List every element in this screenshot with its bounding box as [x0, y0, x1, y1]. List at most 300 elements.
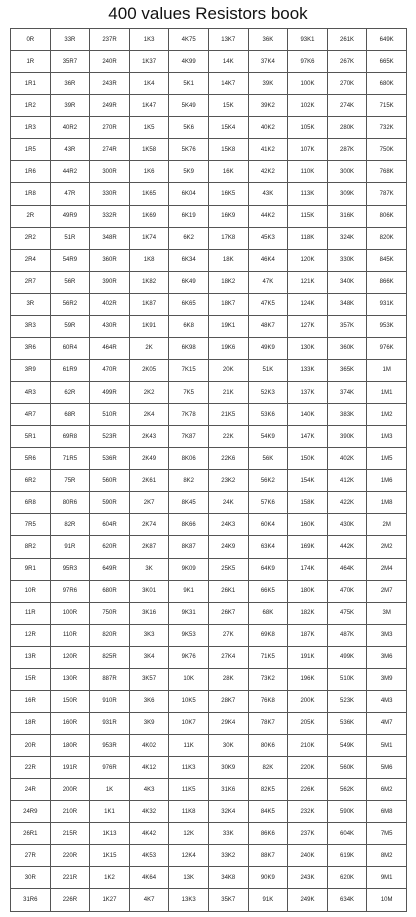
resistor-value-cell: 220R [50, 845, 90, 867]
resistor-value-cell: 24R [11, 779, 51, 801]
table-row [11, 668, 407, 690]
resistor-value-cell: 15K8 [208, 139, 248, 161]
resistor-value-cell: 3K9 [129, 712, 169, 734]
resistor-value-cell: 0R [11, 29, 51, 51]
resistor-value-cell: 137K [288, 382, 328, 404]
table-row [11, 117, 407, 139]
resistor-value-cell: 3K [129, 558, 169, 580]
resistor-value-cell: 3K16 [129, 602, 169, 624]
resistor-value-cell: 6M2 [367, 779, 407, 801]
resistor-value-cell: 13K3 [169, 889, 209, 912]
resistor-value-cell: 649R [90, 558, 130, 580]
resistor-value-cell: 7K87 [169, 426, 209, 448]
resistor-value-cell: 560K [327, 757, 367, 779]
resistor-value-cell: 6K65 [169, 293, 209, 315]
resistor-value-cell: 105K [288, 117, 328, 139]
resistor-value-cell: 7K5 [169, 382, 209, 404]
resistor-value-cell: 15R [11, 668, 51, 690]
resistor-value-cell: 1R5 [11, 139, 51, 161]
resistor-value-cell: 5M1 [367, 735, 407, 757]
resistor-value-cell: 562K [327, 779, 367, 801]
resistor-value-cell: 140K [288, 404, 328, 426]
resistor-value-cell: 27R [11, 845, 51, 867]
resistor-value-cell: 348K [327, 293, 367, 315]
resistor-value-cell: 464K [327, 558, 367, 580]
resistor-value-cell: 12K4 [169, 845, 209, 867]
resistor-value-cell: 4K53 [129, 845, 169, 867]
resistor-value-cell: 8K66 [169, 514, 209, 536]
table-row [11, 889, 407, 912]
resistor-value-cell: 976R [90, 757, 130, 779]
resistor-value-cell: 10K7 [169, 712, 209, 734]
resistor-value-cell: 54K9 [248, 426, 288, 448]
resistor-value-cell: 82K [248, 757, 288, 779]
table-row [11, 712, 407, 734]
resistor-value-cell: 1K82 [129, 271, 169, 293]
resistor-value-cell: 44K2 [248, 205, 288, 227]
resistor-value-cell: 39K2 [248, 95, 288, 117]
resistor-value-cell: 64K9 [248, 558, 288, 580]
table-row [11, 404, 407, 426]
resistor-value-cell: 4K64 [129, 867, 169, 889]
resistor-value-cell: 18K2 [208, 271, 248, 293]
resistor-value-cell: 1K15 [90, 845, 130, 867]
resistor-value-cell: 4K7 [129, 889, 169, 912]
table-row [11, 823, 407, 845]
resistor-value-cell: 1R6 [11, 161, 51, 183]
resistor-value-cell: 100K [288, 73, 328, 95]
resistor-value-cell: 30R [11, 867, 51, 889]
resistor-value-cell: 56R [50, 271, 90, 293]
resistor-value-cell: 2K74 [129, 514, 169, 536]
resistor-value-cell: 240K [288, 845, 328, 867]
resistor-value-cell: 8K06 [169, 448, 209, 470]
resistor-value-cell: 806K [367, 205, 407, 227]
table-row [11, 95, 407, 117]
resistor-value-cell: 61R9 [50, 359, 90, 381]
resistor-value-cell: 590R [90, 492, 130, 514]
table-row [11, 646, 407, 668]
resistor-value-cell: 26K1 [208, 580, 248, 602]
resistor-value-cell: 1M2 [367, 404, 407, 426]
resistor-value-cell: 71R5 [50, 448, 90, 470]
resistor-value-cell: 442K [327, 536, 367, 558]
resistor-value-cell: 205K [288, 712, 328, 734]
resistor-value-cell: 931K [367, 293, 407, 315]
resistor-value-cell: 4K32 [129, 801, 169, 823]
resistor-value-cell: 249K [288, 889, 328, 912]
resistor-value-cell: 3R3 [11, 315, 51, 337]
resistor-value-cell: 43R [50, 139, 90, 161]
resistor-value-cell: 3K57 [129, 668, 169, 690]
resistor-value-cell: 270R [90, 117, 130, 139]
resistor-value-cell: 200R [50, 779, 90, 801]
resistor-value-cell: 22K [208, 426, 248, 448]
resistor-value-cell: 4K75 [169, 29, 209, 51]
resistor-value-cell: 232K [288, 801, 328, 823]
resistor-value-cell: 16K5 [208, 183, 248, 205]
resistor-value-cell: 76K8 [248, 690, 288, 712]
resistor-value-cell: 210K [288, 735, 328, 757]
resistor-value-cell: 9K1 [169, 580, 209, 602]
resistor-value-cell: 174K [288, 558, 328, 580]
resistor-value-cell: 523K [327, 690, 367, 712]
resistor-value-cell: 4K12 [129, 757, 169, 779]
resistor-value-cell: 28K [208, 668, 248, 690]
resistor-value-cell: 113K [288, 183, 328, 205]
resistor-value-cell: 8K2 [169, 470, 209, 492]
resistor-value-cell: 69K8 [248, 624, 288, 646]
resistor-value-cell: 13K [169, 867, 209, 889]
resistor-value-cell: 510K [327, 668, 367, 690]
resistor-value-cell: 31K6 [208, 779, 248, 801]
table-row [11, 382, 407, 404]
table-row [11, 359, 407, 381]
resistor-value-table [10, 28, 407, 912]
resistor-value-cell: 820R [90, 624, 130, 646]
table-row [11, 29, 407, 51]
resistor-value-cell: 59R [50, 315, 90, 337]
resistor-value-cell: 63K4 [248, 536, 288, 558]
resistor-value-cell: 6K19 [169, 205, 209, 227]
resistor-value-cell: 15K4 [208, 117, 248, 139]
resistor-value-cell: 3R6 [11, 337, 51, 359]
resistor-value-cell: 470R [90, 359, 130, 381]
resistor-value-cell: 280K [327, 117, 367, 139]
resistor-value-cell: 1M6 [367, 470, 407, 492]
resistor-value-cell: 2K2 [129, 382, 169, 404]
resistor-value-cell: 26K7 [208, 602, 248, 624]
resistor-value-cell: 16K [208, 161, 248, 183]
resistor-value-cell: 130R [50, 668, 90, 690]
resistor-value-cell: 499K [327, 646, 367, 668]
resistor-value-cell: 88K7 [248, 845, 288, 867]
resistor-value-cell: 21K5 [208, 404, 248, 426]
resistor-value-cell: 11R [11, 602, 51, 624]
resistor-value-cell: 11K5 [169, 779, 209, 801]
resistor-value-cell: 226K [288, 779, 328, 801]
book-title: 400 values Resistors book [108, 4, 308, 23]
resistor-value-cell: 91K [248, 889, 288, 912]
resistor-value-cell: 73K2 [248, 668, 288, 690]
resistor-value-cell: 1K58 [129, 139, 169, 161]
resistor-value-cell: 536R [90, 448, 130, 470]
resistor-value-cell: 47R [50, 183, 90, 205]
resistor-value-cell: 191K [288, 646, 328, 668]
resistor-value-cell: 768K [367, 161, 407, 183]
resistor-value-cell: 11K [169, 735, 209, 757]
resistor-value-cell: 97K6 [288, 51, 328, 73]
resistor-value-cell: 6K04 [169, 183, 209, 205]
resistor-value-cell: 42K2 [248, 161, 288, 183]
table-row [11, 624, 407, 646]
resistor-value-cell: 121K [288, 271, 328, 293]
resistor-value-cell: 23K2 [208, 470, 248, 492]
table-row [11, 271, 407, 293]
resistor-value-cell: 75R [50, 470, 90, 492]
table-row [11, 801, 407, 823]
resistor-value-cell: 2K43 [129, 426, 169, 448]
resistor-value-cell: 3M9 [367, 668, 407, 690]
resistor-value-cell: 931R [90, 712, 130, 734]
table-row [11, 315, 407, 337]
resistor-value-cell: 1K47 [129, 95, 169, 117]
resistor-value-cell: 866K [367, 271, 407, 293]
resistor-value-cell: 69R8 [50, 426, 90, 448]
resistor-value-cell: 6R2 [11, 470, 51, 492]
resistor-value-cell: 102K [288, 95, 328, 117]
resistor-value-cell: 36K [248, 29, 288, 51]
resistor-value-cell: 51K [248, 359, 288, 381]
resistor-value-cell: 24K9 [208, 536, 248, 558]
resistor-value-cell: 215R [50, 823, 90, 845]
resistor-value-cell: 510R [90, 404, 130, 426]
resistor-value-cell: 7K78 [169, 404, 209, 426]
resistor-value-cell: 300K [327, 161, 367, 183]
resistor-value-cell: 56R2 [50, 293, 90, 315]
resistor-value-cell: 16K9 [208, 205, 248, 227]
resistor-value-cell: 1K87 [129, 293, 169, 315]
resistor-value-cell: 887R [90, 668, 130, 690]
resistor-value-cell: 18K7 [208, 293, 248, 315]
resistor-value-cell: 40R2 [50, 117, 90, 139]
resistor-value-cell: 9M1 [367, 867, 407, 889]
resistor-value-cell: 330R [90, 183, 130, 205]
resistor-value-cell: 18R [11, 712, 51, 734]
resistor-value-cell: 300R [90, 161, 130, 183]
resistor-value-cell: 107K [288, 139, 328, 161]
resistor-value-cell: 1K74 [129, 227, 169, 249]
resistor-value-cell: 1K27 [90, 889, 130, 912]
resistor-value-cell: 2R7 [11, 271, 51, 293]
resistor-value-cell: 68K [248, 602, 288, 624]
table-row [11, 845, 407, 867]
resistor-value-cell: 243K [288, 867, 328, 889]
resistor-value-cell: 523R [90, 426, 130, 448]
resistor-value-cell: 9K09 [169, 558, 209, 580]
resistor-value-cell: 71K5 [248, 646, 288, 668]
resistor-value-cell: 1K37 [129, 51, 169, 73]
resistor-value-cell: 976K [367, 337, 407, 359]
resistor-value-cell: 62R [50, 382, 90, 404]
resistor-value-cell: 39R [50, 95, 90, 117]
table-row [11, 227, 407, 249]
resistor-value-cell: 4M7 [367, 712, 407, 734]
resistor-value-cell: 1R8 [11, 183, 51, 205]
resistor-value-cell: 60R4 [50, 337, 90, 359]
resistor-value-cell: 97R6 [50, 580, 90, 602]
resistor-value-cell: 56K2 [248, 470, 288, 492]
resistor-value-cell: 54R9 [50, 249, 90, 271]
resistor-value-cell: 60K4 [248, 514, 288, 536]
resistor-value-cell: 22R [11, 757, 51, 779]
table-row [11, 690, 407, 712]
resistor-value-cell: 13R [11, 646, 51, 668]
resistor-value-cell: 45K3 [248, 227, 288, 249]
resistor-value-cell: 910R [90, 690, 130, 712]
table-row [11, 205, 407, 227]
resistor-value-cell: 9K53 [169, 624, 209, 646]
resistor-value-cell: 360K [327, 337, 367, 359]
resistor-value-cell: 43K [248, 183, 288, 205]
resistor-value-cell: 9K31 [169, 602, 209, 624]
resistor-value-cell: 33K2 [208, 845, 248, 867]
resistor-value-cell: 715K [367, 95, 407, 117]
resistor-value-cell: 237R [90, 29, 130, 51]
resistor-value-cell: 20K [208, 359, 248, 381]
table-row [11, 337, 407, 359]
resistor-value-cell: 475K [327, 602, 367, 624]
resistor-value-cell: 37K4 [248, 51, 288, 73]
resistor-value-cell: 21K [208, 382, 248, 404]
resistor-value-cell: 2R4 [11, 249, 51, 271]
resistor-value-cell: 35K7 [208, 889, 248, 912]
resistor-value-cell: 24K [208, 492, 248, 514]
resistor-value-cell: 1K4 [129, 73, 169, 95]
resistor-value-cell: 499R [90, 382, 130, 404]
resistor-value-cell: 4K99 [169, 51, 209, 73]
resistor-value-cell: 10K [169, 668, 209, 690]
resistor-value-cell: 430K [327, 514, 367, 536]
resistor-value-cell: 1K3 [129, 29, 169, 51]
resistor-value-cell: 332R [90, 205, 130, 227]
resistor-value-cell: 27K [208, 624, 248, 646]
resistor-value-cell: 2R [11, 205, 51, 227]
resistor-value-cell: 1K91 [129, 315, 169, 337]
resistor-value-cell: 25K5 [208, 558, 248, 580]
resistor-value-cell: 7K15 [169, 359, 209, 381]
resistor-value-cell: 10M [367, 889, 407, 912]
resistor-value-cell: 2K05 [129, 359, 169, 381]
resistor-value-cell: 487K [327, 624, 367, 646]
resistor-value-cell: 243R [90, 73, 130, 95]
resistor-value-cell: 1R3 [11, 117, 51, 139]
resistor-value-cell: 2K4 [129, 404, 169, 426]
resistor-value-cell: 51R [50, 227, 90, 249]
resistor-value-cell: 2K49 [129, 448, 169, 470]
resistor-table-body [11, 29, 407, 912]
resistor-value-cell: 46K4 [248, 249, 288, 271]
resistor-value-cell: 430R [90, 315, 130, 337]
resistor-value-cell: 1R1 [11, 73, 51, 95]
resistor-value-cell: 348R [90, 227, 130, 249]
resistor-value-cell: 28K7 [208, 690, 248, 712]
resistor-value-cell: 10K5 [169, 690, 209, 712]
resistor-value-cell: 1M1 [367, 382, 407, 404]
resistor-value-cell: 464R [90, 337, 130, 359]
resistor-value-cell: 66K5 [248, 580, 288, 602]
resistor-value-cell: 12R [11, 624, 51, 646]
resistor-value-cell: 3K6 [129, 690, 169, 712]
table-row [11, 514, 407, 536]
resistor-value-cell: 649K [367, 29, 407, 51]
resistor-value-cell: 237K [288, 823, 328, 845]
resistor-value-cell: 390R [90, 271, 130, 293]
resistor-value-cell: 17K8 [208, 227, 248, 249]
resistor-value-cell: 52K3 [248, 382, 288, 404]
resistor-value-cell: 14K7 [208, 73, 248, 95]
table-row [11, 867, 407, 889]
resistor-value-cell: 200K [288, 690, 328, 712]
resistor-value-cell: 1R2 [11, 95, 51, 117]
resistor-value-cell: 422K [327, 492, 367, 514]
resistor-value-cell: 820K [367, 227, 407, 249]
resistor-value-cell: 374K [327, 382, 367, 404]
resistor-value-cell: 1K [90, 779, 130, 801]
resistor-value-cell: 36R [50, 73, 90, 95]
resistor-value-cell: 120R [50, 646, 90, 668]
resistor-value-cell: 86K6 [248, 823, 288, 845]
resistor-value-cell: 15K [208, 95, 248, 117]
table-row [11, 492, 407, 514]
resistor-value-cell: 13K7 [208, 29, 248, 51]
resistor-value-cell: 9K76 [169, 646, 209, 668]
table-row [11, 757, 407, 779]
resistor-value-cell: 5K49 [169, 95, 209, 117]
resistor-value-cell: 536K [327, 712, 367, 734]
resistor-value-cell: 120K [288, 249, 328, 271]
resistor-value-cell: 26R1 [11, 823, 51, 845]
table-row [11, 448, 407, 470]
resistor-value-cell: 680R [90, 580, 130, 602]
table-row [11, 602, 407, 624]
resistor-value-cell: 150K [288, 448, 328, 470]
resistor-value-cell: 118K [288, 227, 328, 249]
resistor-value-cell: 5K1 [169, 73, 209, 95]
resistor-value-cell: 30K9 [208, 757, 248, 779]
resistor-value-cell: 620K [327, 867, 367, 889]
table-row [11, 161, 407, 183]
resistor-value-cell: 27K4 [208, 646, 248, 668]
resistor-value-cell: 7R5 [11, 514, 51, 536]
resistor-value-cell: 154K [288, 470, 328, 492]
resistor-value-cell: 1K5 [129, 117, 169, 139]
resistor-value-cell: 470K [327, 580, 367, 602]
resistor-value-cell: 1R [11, 51, 51, 73]
table-row [11, 183, 407, 205]
resistor-value-cell: 19K6 [208, 337, 248, 359]
resistor-value-cell: 180R [50, 735, 90, 757]
resistor-value-cell: 40K2 [248, 117, 288, 139]
resistor-value-cell: 35R7 [50, 51, 90, 73]
resistor-value-cell: 68R [50, 404, 90, 426]
resistor-value-cell: 6K98 [169, 337, 209, 359]
resistor-value-cell: 6M8 [367, 801, 407, 823]
resistor-value-cell: 115K [288, 205, 328, 227]
resistor-value-cell: 1M5 [367, 448, 407, 470]
resistor-value-cell: 80K6 [248, 735, 288, 757]
resistor-value-cell: 1K1 [90, 801, 130, 823]
resistor-value-cell: 16R [11, 690, 51, 712]
resistor-value-cell: 274R [90, 139, 130, 161]
table-row [11, 558, 407, 580]
resistor-value-cell: 34K8 [208, 867, 248, 889]
resistor-value-cell: 825R [90, 646, 130, 668]
resistor-value-cell: 3M [367, 602, 407, 624]
resistor-value-cell: 226R [50, 889, 90, 912]
resistor-value-cell: 6K8 [169, 315, 209, 337]
resistor-value-cell: 20R [11, 735, 51, 757]
resistor-value-cell: 150R [50, 690, 90, 712]
resistor-value-cell: 22K6 [208, 448, 248, 470]
resistor-value-cell: 32K4 [208, 801, 248, 823]
resistor-value-cell: 953K [367, 315, 407, 337]
resistor-value-cell: 4R3 [11, 382, 51, 404]
resistor-value-cell: 90K9 [248, 867, 288, 889]
table-row [11, 580, 407, 602]
table-row [11, 51, 407, 73]
resistor-value-cell: 2M4 [367, 558, 407, 580]
